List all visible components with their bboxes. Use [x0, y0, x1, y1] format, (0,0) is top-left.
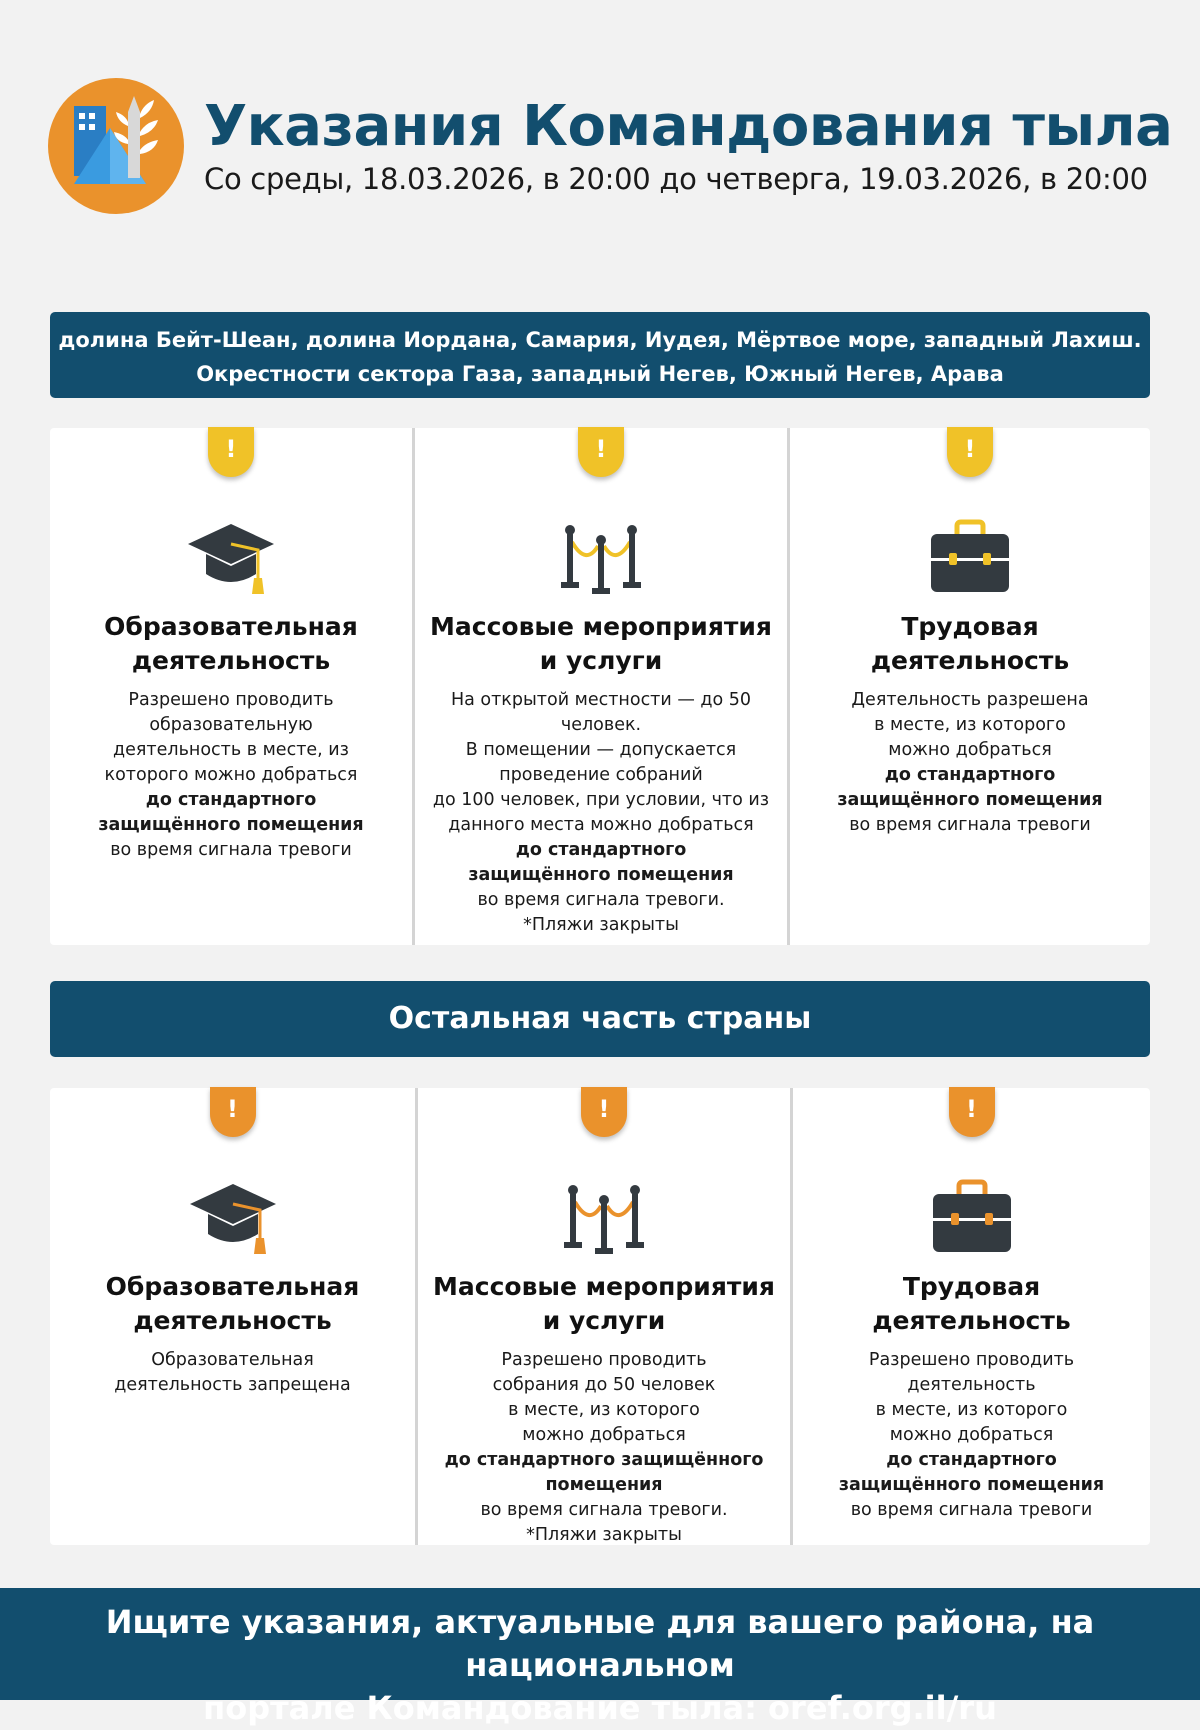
card-body — [793, 1348, 1150, 1523]
body-line: деятельность — [907, 1375, 1036, 1395]
body-line: во время сигнала тревоги — [850, 1500, 1093, 1520]
page-subtitle: Со среды, 18.03.2026, в 20:00 до четверга, 19.03.2026, в 20:00 — [204, 161, 1148, 196]
body-bold-line: до стандартного — [515, 840, 687, 860]
body-line: можно добраться — [888, 740, 1052, 760]
body-line: в месте, из которого — [875, 1400, 1068, 1420]
body-line: можно добраться — [889, 1425, 1054, 1445]
body-line: Разрешено проводить — [868, 1350, 1075, 1370]
alert-tab: ! — [210, 1087, 256, 1137]
card-events-regions — [412, 428, 787, 945]
header-text — [204, 96, 1172, 196]
card-body — [418, 1348, 790, 1548]
body-line: до 100 человек, при условии, что из — [432, 790, 770, 810]
body-line: Образовательная — [151, 1350, 314, 1370]
card-body — [50, 1348, 415, 1398]
body-line: деятельность запрещена — [114, 1375, 351, 1395]
card-body — [50, 688, 412, 863]
card-title-line-2: деятельность — [131, 646, 331, 675]
crowd-barrier-icon — [556, 518, 646, 598]
card-education-rest — [50, 1088, 415, 1545]
body-bold-line: до стандартного — [884, 765, 1056, 785]
alert-tab: ! — [581, 1087, 627, 1137]
body-bold-line: защищённого помещения — [838, 1475, 1105, 1495]
body-line: проведение собраний — [499, 765, 703, 785]
card-title-line-2: деятельность — [133, 1306, 332, 1335]
footer-portal-link[interactable]: портале Командование тыла: oref.org.il/ru — [203, 1689, 997, 1727]
footer-banner — [0, 1588, 1200, 1727]
card-title-line-2: деятельность — [872, 1306, 1071, 1335]
logo-icon — [48, 78, 184, 214]
card-title-line-2: и услуги — [539, 646, 663, 675]
regions-line-2: Окрестности сектора Газа, западный Негев, Южный Негев, Арава — [196, 362, 1004, 386]
body-line: Разрешено проводить — [501, 1350, 707, 1370]
briefcase-icon — [927, 1178, 1017, 1258]
regions-banner — [50, 312, 1150, 398]
card-title-line-1: Трудовая — [901, 612, 1039, 641]
card-title-line-1: Трудовая — [902, 1272, 1041, 1301]
body-bold-line: защищённого помещения — [468, 865, 734, 885]
card-title-line-1: Массовые мероприятия — [433, 1272, 775, 1301]
body-line: В помещении — допускается — [465, 740, 737, 760]
body-bold-line: до стандартного защищённого — [444, 1450, 764, 1470]
body-line: которого можно добраться — [104, 765, 358, 785]
page-header — [48, 78, 1173, 214]
body-line: деятельность в месте, из — [113, 740, 349, 760]
card-title-line-1: Массовые мероприятия — [430, 612, 772, 641]
body-line: Деятельность разрешена — [851, 690, 1089, 710]
body-bold-line: помещения — [545, 1475, 663, 1495]
card-title-line-1: Образовательная — [104, 612, 358, 641]
alert-tab: ! — [578, 427, 624, 477]
card-work-regions — [787, 428, 1150, 945]
body-line: Разрешено проводить — [128, 690, 334, 710]
page-title: Указания Командования тыла — [204, 94, 1173, 160]
card-body — [790, 688, 1150, 838]
card-education-regions — [50, 428, 412, 945]
body-bold-line: защищённого помещения — [98, 815, 364, 835]
body-note: *Пляжи закрыты — [523, 915, 679, 935]
body-bold-line: до стандартного — [886, 1450, 1057, 1470]
body-line: во время сигнала тревоги. — [480, 1500, 728, 1520]
body-line: во время сигнала тревоги — [849, 815, 1091, 835]
body-line: собрания до 50 человек — [492, 1375, 716, 1395]
body-line: в месте, из которого — [508, 1400, 700, 1420]
card-work-rest — [790, 1088, 1150, 1545]
rest-of-country-label: Остальная часть страны — [388, 1001, 812, 1036]
card-events-rest — [415, 1088, 790, 1545]
body-line: данного места можно добраться — [448, 815, 754, 835]
alert-tab: ! — [947, 427, 993, 477]
alert-tab: ! — [208, 427, 254, 477]
card-body — [415, 688, 787, 938]
card-title-line-1: Образовательная — [105, 1272, 360, 1301]
body-bold-line: защищённого помещения — [837, 790, 1103, 810]
alert-tab: ! — [949, 1087, 995, 1137]
rest-cards — [50, 1088, 1150, 1545]
crowd-barrier-icon — [559, 1178, 649, 1258]
body-line: во время сигнала тревоги — [110, 840, 352, 860]
graduation-cap-icon — [188, 1178, 278, 1258]
card-title-line-2: и услуги — [542, 1306, 666, 1335]
rest-of-country-banner — [50, 981, 1150, 1057]
regions-cards — [50, 428, 1150, 945]
card-title-line-2: деятельность — [870, 646, 1070, 675]
body-note: *Пляжи закрыты — [526, 1525, 682, 1545]
body-line: в месте, из которого — [874, 715, 1066, 735]
body-line: во время сигнала тревоги. — [477, 890, 725, 910]
footer-line-1: Ищите указания, актуальные для вашего района, на национальном — [105, 1603, 1095, 1684]
body-line: образовательную — [149, 715, 313, 735]
home-front-command-logo — [48, 78, 184, 214]
body-bold-line: до стандартного — [145, 790, 317, 810]
briefcase-icon — [925, 518, 1015, 598]
body-line: человек. — [560, 715, 642, 735]
body-line: На открытой местности — до 50 — [450, 690, 752, 710]
graduation-cap-icon — [186, 518, 276, 598]
body-line: можно добраться — [522, 1425, 686, 1445]
regions-line-1: долина Бейт-Шеан, долина Иордана, Самария, Иудея, Мёртвое море, западный Лахиш. — [58, 328, 1142, 352]
